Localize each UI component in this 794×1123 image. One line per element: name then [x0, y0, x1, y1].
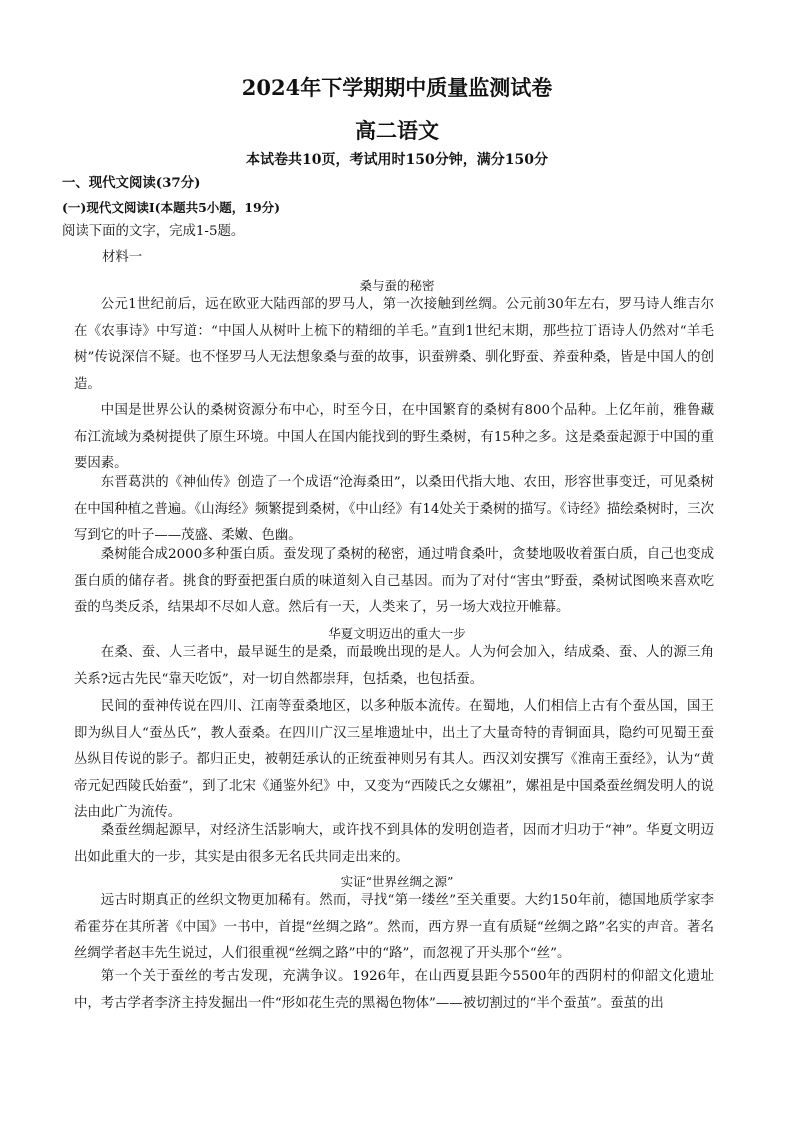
material-label: 材料一 [102, 250, 143, 265]
article-paragraph: 东晋葛洪的《神仙传》创造了一个成语“沧海桑田”，以桑田代指大地、农田，形容世事变迁，可见桑树在中国种植之普遍。《山海经》频繁提到桑树，《中山经》有14处关于桑树的描写。《诗经》描绘桑树时，三次写到它的叶子——茂盛、柔嫩、色幽。 [74, 475, 714, 544]
article-subtitle: 华夏文明迈出的重大一步 [328, 626, 466, 641]
article-paragraph: 在桑、蚕、人三者中，最早诞生的是桑，而最晚出现的是人。人为何会加入，结成桑、蚕、人的源三角关系?远古先民“靠天吃饭”，对一切自然都崇拜，包括桑，也包括蚕。 [74, 645, 714, 687]
article-paragraph: 中国是世界公认的桑树资源分布中心，时至今日，在中国繁育的桑树有800个品种。上亿年前，雅鲁藏布江流域为桑树提供了原生环境。中国人在国内能找到的野生桑树，有15种之多。这是桑蚕起源于中国的重要因素。 [74, 403, 714, 472]
subject-title: 高二语文 [355, 118, 439, 143]
exam-info: 本试卷共10页，考试用时150分钟，满分150分 [246, 152, 548, 168]
instruction: 阅读下面的文字，完成1-5题。 [62, 224, 245, 239]
article-paragraph: 第一个关于蚕丝的考古发现，充满争议。1926年，在山西夏县距今5500年的西阴村的仰韶文化遗址中，考古学者李济主持发掘出一件“形如花生壳的黑褐色物体”——被切割过的“半个蚕茧”。蚕茧的出 [74, 969, 714, 1011]
section-heading: 一、现代文阅读(37分) [62, 175, 201, 191]
article-paragraph: 民间的蚕神传说在四川、江南等蚕桑地区，以多种版本流传。在蜀地，人们相信上古有个蚕丛国，国王即为纵目人“蚕丛氏”，教人蚕桑。在四川广汉三星堆遗址中，出土了大量奇特的青铜面具，隐约可见蜀王蚕丛纵目传说的影子。都归正史，被朝廷承认的正统蚕神则另有其人。西汉刘安撰写《淮南王蚕经》，认为“黄帝元妃西陵氏始蚕”，到了北宋《通鉴外纪》中，又变为“西陵氏之女嫘祖”，嫘祖是中国桑蚕丝绸发明人的说法由此广为流传。 [74, 699, 714, 821]
article-paragraph: 桑树能合成2000多种蛋白质。蚕发现了桑树的秘密，通过啃食桑叶，贪婪地吸收着蛋白质，自己也变成蛋白质的储存者。挑食的野蚕把蛋白质的味道刻入自己基因。而为了对付“害虫”野蚕，桑树试图唤来喜欢吃蚕的鸟类反杀，结果却不尽如人意。然后有一天，人类来了，另一场大戏拉开帷幕。 [74, 547, 714, 616]
exam-title: 2024年下学期期中质量监测试卷 [241, 75, 553, 100]
article-paragraph: 公元1世纪前后，远在欧亚大陆西部的罗马人，第一次接触到丝绸。公元前30年左右，罗马诗人维吉尔在《农事诗》中写道：“中国人从树叶上梳下的精细的羊毛。”直到1世纪末期，那些拉丁语诗人仍然对“羊毛树”传说深信不疑。也不怪罗马人无法想象桑与蚕的故事，识蚕辨桑、驯化野蚕、养蚕种桑，皆是中国人的创造。 [74, 297, 714, 392]
article-paragraph: 桑蚕丝绸起源早，对经济生活影响大，或许找不到具体的发明创造者，因而才归功于“神”。华夏文明迈出如此重大的一步，其实是由很多无名氏共同走出来的。 [74, 823, 714, 865]
subsection-heading: (一)现代文阅读Ⅰ(本题共5小题，19分) [62, 200, 281, 215]
article-subtitle: 实证“世界丝绸之源” [340, 874, 454, 889]
article-paragraph: 远古时期真正的丝织文物更加稀有。然而，寻找“第一缕丝”至关重要。大约150年前，德国地质学家李希霍芬在其所著《中国》一书中，首提“丝绸之路”。然而，西方界一直有质疑“丝绸之路”名实的声音。著名丝绸学者赵丰先生说过，人们很重视“丝绸之路”中的“路”，而忽视了开头那个“丝”。 [74, 893, 714, 962]
article-subtitle: 桑与蚕的秘密 [359, 278, 435, 293]
